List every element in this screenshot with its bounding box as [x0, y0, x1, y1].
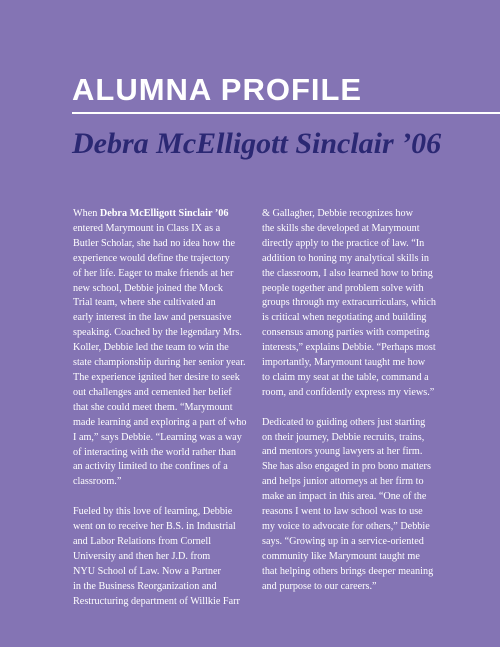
text-line: early interest in the law and persuasive — [73, 312, 232, 324]
alumna-name-bold: Debra McElligott Sinclair ’06 — [99, 208, 229, 219]
text-line: and Labor Relations from Cornell — [73, 535, 212, 547]
text-line: went on to receive her B.S. in Industrial — [73, 521, 236, 533]
text-lines — [73, 505, 253, 609]
text-line: Butler Scholar, she had no idea how the — [73, 237, 235, 249]
text-line: out challenges and cemented her belief — [73, 386, 232, 398]
right-paragraph-2 — [262, 416, 442, 595]
text-line: & Gallagher, Debbie recognizes how — [262, 208, 413, 219]
text-line: reasons I went to law school was to use — [262, 506, 423, 518]
text-line: groups through my extracurriculars, which — [262, 297, 436, 309]
text-line: speaking. Coached by the legendary Mrs. — [73, 327, 242, 339]
text-line: community like Marymount taught me — [262, 550, 420, 562]
text-lines — [73, 222, 253, 490]
text-line: people together and problem solve with — [262, 282, 424, 294]
text-line: Fueled by this love of learning, Debbie — [73, 506, 233, 518]
text-line: my voice to advocate for others,” Debbie — [262, 521, 430, 533]
text-line: I am,” says Debbie. “Learning was a way — [73, 431, 242, 443]
text-line: new school, Debbie joined the Mock — [73, 282, 223, 294]
text-line: that helping others brings deeper meaning — [262, 565, 434, 577]
text-line: classroom.” — [73, 476, 122, 488]
text-line: room, and confidently express my views.” — [262, 386, 435, 398]
text-line: addition to honing my analytical skills in — [262, 252, 429, 264]
text-line: consensus among parties with competing — [262, 327, 430, 339]
text-line: Dedicated to guiding others just starting — [262, 416, 426, 428]
text-line: entered Marymount in Class IX as a — [73, 222, 221, 234]
text-line: interests,” explains Debbie. “Perhaps most — [262, 342, 436, 354]
text-line: experience would define the trajectory — [73, 252, 230, 264]
text-line: Restructuring department of Willkie Farr — [73, 595, 240, 607]
text-line: University and then her J.D. from — [73, 550, 211, 562]
left-column — [73, 207, 253, 624]
profile-name: Debra McElligott Sinclair ’06 — [72, 127, 442, 160]
right-paragraph-1 — [262, 207, 442, 401]
text-line: of her life. Eager to make friends at her — [73, 267, 234, 279]
text-line: She has also engaged in pro bono matters — [262, 461, 431, 473]
text-line: in the Business Reorganization and — [73, 580, 217, 592]
text-line: and mentors young lawyers at her firm. — [262, 446, 423, 458]
section-title: ALUMNA PROFILE — [72, 72, 363, 107]
text-line: make an impact in this area. “One of the — [262, 491, 427, 503]
text-line: is critical when negotiating and building — [262, 312, 427, 324]
title-divider — [72, 112, 500, 114]
text-line: importantly, Marymount taught me how — [262, 357, 426, 369]
left-paragraph-2 — [73, 505, 253, 609]
right-column — [262, 207, 442, 609]
text-line: state championship during her senior year. — [73, 357, 246, 369]
text-line: and purpose to our careers.” — [262, 580, 377, 592]
text-line: an activity limited to the confines of a — [73, 461, 228, 473]
text-line: to claim my seat at the table, command a — [262, 371, 429, 383]
text-line: made learning and exploring a part of who — [73, 416, 247, 428]
text-line: NYU School of Law. Now a Partner — [73, 565, 221, 577]
text-line: on their journey, Debbie recruits, trains, — [262, 431, 425, 443]
text-line: Trial team, where she cultivated an — [73, 297, 216, 309]
text-line: that she could meet them. “Marymount — [73, 401, 233, 413]
text-line: directly apply to the practice of law. “In — [262, 237, 425, 249]
text-line: the classroom, I also learned how to bring — [262, 267, 433, 279]
text-line: The experience ignited her desire to seek — [73, 371, 240, 383]
paragraph-lead-line — [73, 207, 253, 222]
text-line: of interacting with the world rather than — [73, 446, 236, 458]
left-paragraph-1 — [73, 207, 253, 490]
lead-word: When — [73, 208, 100, 219]
text-line: the skills she developed at Marymount — [262, 222, 420, 234]
text-line: Koller, Debbie led the team to win the — [73, 342, 229, 354]
text-line: and helps junior attorneys at her firm to — [262, 476, 424, 488]
text-lines — [262, 416, 442, 595]
text-line: says. “Growing up in a service-oriented — [262, 535, 424, 547]
text-lines — [262, 207, 442, 401]
